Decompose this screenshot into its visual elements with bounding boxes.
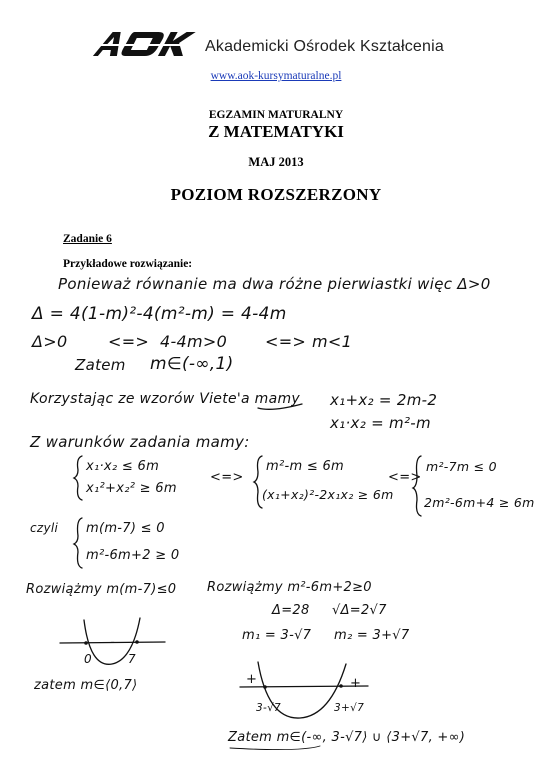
system-1-a: x₁·x₂ ≤ 6m — [86, 459, 160, 474]
solution-line-3-e: m<1 — [312, 332, 353, 351]
plot-2-left-root-point — [263, 685, 267, 689]
plot-2-left-root-label: 3-√7 — [256, 702, 282, 714]
plot-1-axis — [60, 642, 165, 643]
underline-mamy — [258, 404, 302, 409]
system-3-a: m²-7m ≤ 0 — [426, 459, 497, 474]
solution-line-3-b: <=> — [108, 332, 150, 351]
solution-line-1: Ponieważ równanie ma dwa różne pierwiastki więc Δ>0 — [58, 275, 491, 293]
solution-line-2: Δ = 4(1-m)²-4(m²-m) = 4-4m — [32, 304, 287, 324]
solution-line-3-a: Δ>0 — [32, 332, 68, 351]
vieta-product: x₁·x₂ = m²-m — [330, 414, 431, 432]
discriminant: Δ=28 — [272, 603, 310, 618]
system-3-b: 2m²-6m+4 ≥ 6m — [424, 495, 535, 510]
plot-1-parabola — [84, 618, 140, 664]
plot-2-right-root-point — [339, 684, 343, 688]
brace-system-1 — [74, 456, 82, 500]
final-underline — [230, 746, 320, 750]
vieta-sum: x₁+x₂ = 2m-2 — [330, 391, 438, 409]
plot-1-seven-point — [135, 640, 139, 644]
solve-inequality-2: Rozwiążmy m²-6m+2≥0 — [207, 580, 372, 595]
brace-system-3 — [413, 456, 421, 516]
root-m2: m₂ = 3+√7 — [334, 628, 410, 643]
equivalence-1: <=> — [210, 470, 244, 485]
solution-line-3-c: 4-4m>0 — [160, 332, 228, 351]
plot-1-minus-sign: - — [110, 635, 115, 650]
system-2-a: m²-m ≤ 6m — [266, 459, 345, 474]
plot-2-plus-right: + — [350, 676, 362, 691]
exam-line-1: EGZAMIN MATURALNY — [208, 109, 344, 121]
plot-1-zero-point — [84, 641, 88, 645]
sqrt-discriminant: √Δ=2√7 — [332, 603, 387, 618]
plot-2-plus-left: + — [246, 672, 258, 687]
system-4-a: m(m-7) ≤ 0 — [86, 521, 165, 536]
plot-2-right-root-label: 3+√7 — [334, 702, 365, 714]
task-title: Zadanie 6 — [63, 233, 112, 245]
system-4-b: m²-6m+2 ≥ 0 — [86, 548, 180, 563]
exam-date: MAJ 2013 — [248, 155, 304, 169]
conditions-intro: Z warunków zadania mamy: — [30, 433, 250, 451]
solution-line-4-a: Zatem — [75, 356, 126, 374]
website-link[interactable]: www.aok-kursymaturalne.pl — [210, 70, 342, 82]
plot-1-zero-label: 0 — [84, 652, 92, 666]
czyli-label: czyli — [30, 521, 59, 535]
vieta-intro: Korzystając ze wzorów Viete'a mamy — [30, 391, 301, 407]
solution-line-3-d: <=> — [265, 332, 307, 351]
brace-system-2 — [254, 456, 262, 508]
exam-line-2: Z MATEMATYKI — [208, 122, 344, 141]
root-m1: m₁ = 3-√7 — [242, 628, 312, 643]
system-2-b: (x₁+x₂)²-2x₁x₂ ≥ 6m — [262, 487, 394, 502]
solve-inequality-1: Rozwiążmy m(m-7)≤0 — [26, 582, 177, 597]
solution-line-4-b: m∈(-∞,1) — [150, 354, 234, 374]
task-subtitle: Przykładowe rozwiązanie: — [63, 258, 193, 270]
plot-2-parabola — [258, 662, 346, 718]
plot-2-axis — [240, 686, 368, 687]
final-answer: Zatem m∈(-∞, 3-√7⟩ ∪ ⟨3+√7, +∞) — [228, 730, 466, 745]
exam-level: POZIOM ROZSZERZONY — [170, 185, 382, 204]
solution-set-1: zatem m∈⟨0,7⟩ — [34, 678, 138, 693]
brace-system-4 — [74, 518, 82, 568]
system-1-b: x₁²+x₂² ≥ 6m — [86, 481, 177, 496]
plot-1-seven-label: 7 — [128, 652, 136, 666]
organization-name: Akademicki Ośrodek Kształcenia — [205, 38, 444, 55]
equivalence-2: <=> — [388, 470, 422, 485]
